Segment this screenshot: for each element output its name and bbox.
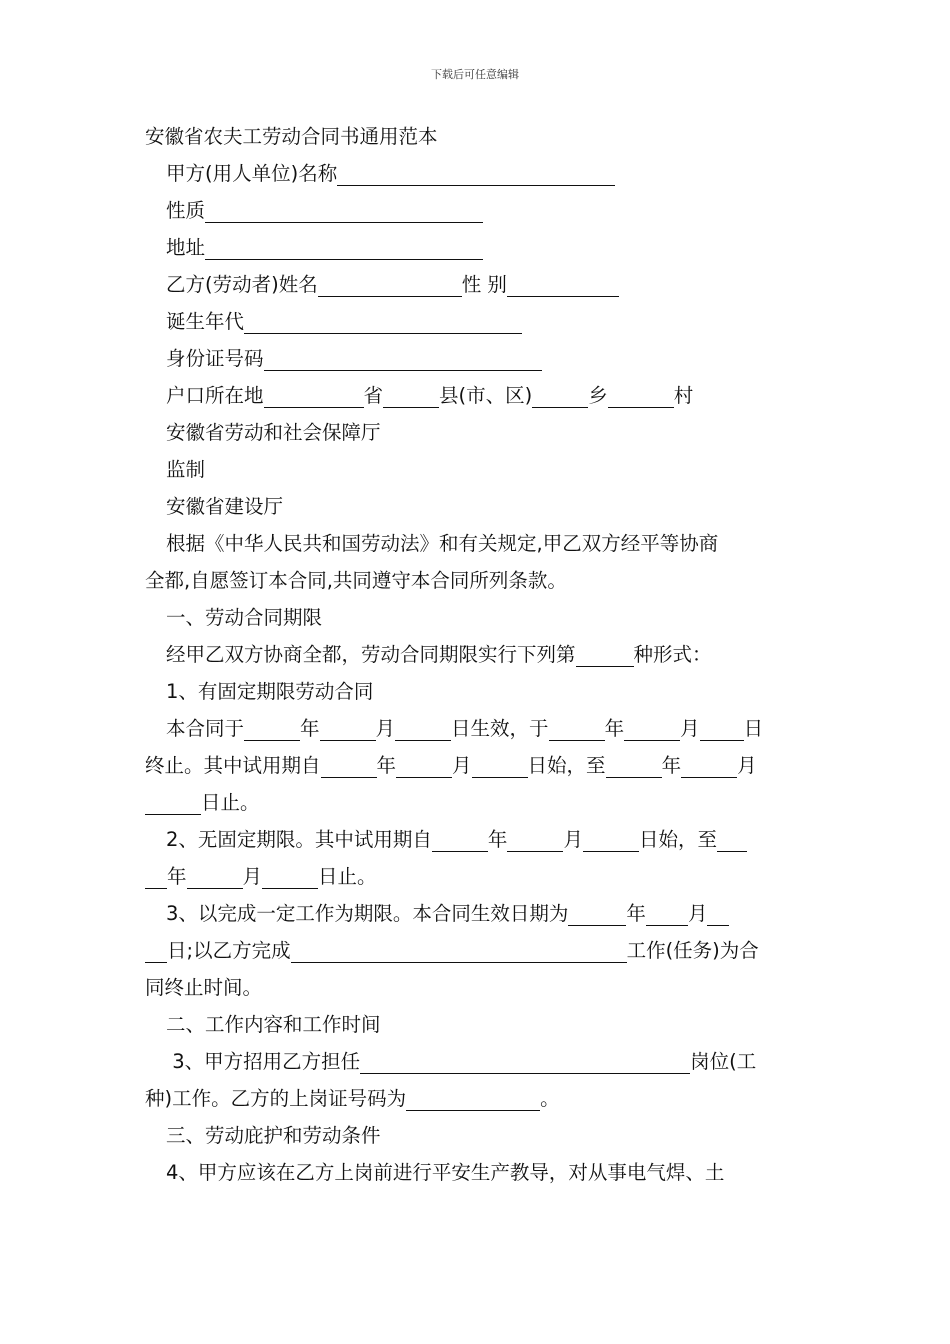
section-3-item-4: 4、甲方应该在乙方上岗前进行平安生产教导，对从事电气焊、土 — [166, 1161, 725, 1184]
section-1-intro: 经甲乙双方协商全都，劳动合同期限实行下列第 种形式： — [166, 643, 712, 666]
document-title: 安徽省农夫工劳动合同书通用范本 — [145, 125, 438, 148]
section-3-heading: 三、劳动庇护和劳动条件 — [166, 1124, 381, 1147]
field-nature: 性质 — [145, 192, 807, 229]
issuer-dept-1: 安徽省劳动和社会保障厅 — [166, 421, 381, 444]
preamble-line-1: 根据《中华人民共和国劳动法》和有关规定,甲乙双方经平等协商 — [166, 532, 719, 555]
field-employee-name: 乙方(劳动者)姓名 性 别 — [145, 266, 807, 303]
item-1-line-3: 日止。 — [145, 784, 807, 821]
issuer-supervise: 监制 — [166, 458, 206, 481]
field-employer-name: 甲方(用人单位)名称 — [145, 155, 807, 192]
section-2-item-3-line-2: 种)工作。乙方的上岗证号码为 。 — [145, 1087, 560, 1110]
field-residence: 户口所在地 省 县(市、区) 乡 村 — [166, 384, 694, 407]
issuer-dept-2: 安徽省建设厅 — [166, 495, 284, 518]
item-1-line-2: 终止。其中试用期自 年 月 日始，至 年 月 — [145, 754, 757, 777]
item-3-line-2: 日;以乙方完成 工作(任务)为合 — [145, 932, 807, 969]
item-3-line-3: 同终止时间。 — [145, 976, 263, 999]
section-2-item-3-line-1: 3、甲方招用乙方担任 岗位(工 — [166, 1050, 757, 1073]
section-2-heading: 二、工作内容和工作时间 — [166, 1013, 381, 1036]
preamble-line-2: 全都,自愿签订本合同,共同遵守本合同所列条款。 — [145, 569, 567, 592]
item-2-line-2: 年 月 日止。 — [145, 858, 807, 895]
item-1-title: 1、有固定期限劳动合同 — [166, 680, 374, 703]
field-id-number: 身份证号码 — [145, 340, 807, 377]
field-birth: 诞生年代 — [145, 303, 807, 340]
item-2-line-1: 2、无固定期限。其中试用期自 年 月 日始，至 — [145, 821, 807, 858]
contract-document — [145, 118, 807, 1191]
section-1-heading: 一、劳动合同期限 — [166, 606, 323, 629]
item-1-line-1: 本合同于 年 月 日生效，于 年 月 日 — [166, 717, 764, 740]
item-3-line-1: 3、以完成一定工作为期限。本合同生效日期为 年 月 — [145, 895, 807, 932]
field-address: 地址 — [145, 229, 807, 266]
page-header: 下载后可任意编辑 — [431, 68, 519, 81]
